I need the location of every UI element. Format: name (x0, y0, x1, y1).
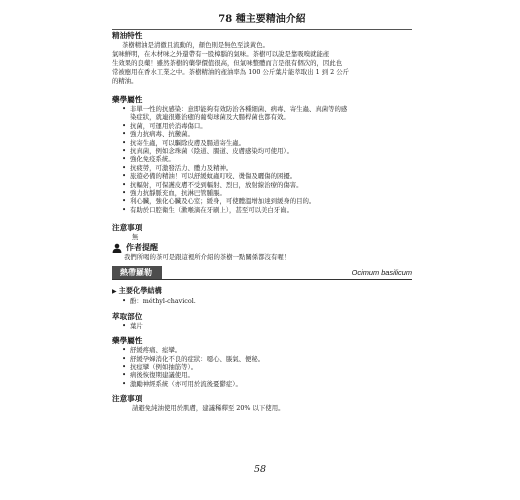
oil-properties-line: 茶樹精油是清徹且流動的，顏色則是無色至淡黃色。 (122, 41, 269, 49)
oil-properties-line: 常被應用在香水工業之中。茶樹精油的產油率為 100 公斤葉片能萃取出 1 到 2 公斤 (112, 68, 350, 76)
page-number: 58 (253, 464, 267, 475)
list-item (122, 172, 412, 180)
oil-properties-line: 的精油。 (112, 77, 138, 85)
list-item-text: • 非單一性的抗感染：意即能夠有效防治各種細菌、病毒、寄生蟲、真菌等的感 (130, 105, 348, 113)
list-item-text: • 強化免疫系統。 (130, 155, 175, 164)
list-item (122, 155, 412, 163)
list-item: • 舒緩疼痛、痙攣。 (122, 346, 412, 354)
list-item (122, 206, 412, 214)
list-item-text: • 抗真菌，例如念珠菌（陰道、腸道、皮膚感染均可使用）。 (130, 147, 293, 156)
oil-properties-line: 氣味鮮明，在木材味之外還帶有一股樟腦的氣味。茶樹可以說是靠吸嗅就能產 (112, 50, 330, 58)
list-item (122, 164, 412, 172)
list-item-text: • 旅遊必備的精油！可以舒緩蚊蟲叮咬、燙傷及曬傷的困擾。 (130, 172, 297, 181)
list-item: • 抗痙攣（例如抽筋等）。 (122, 363, 412, 371)
list-item (122, 105, 412, 122)
caution-text-2: 請避免純油使用於肌膚，建議稀釋至 20% 以下使用。 (132, 404, 285, 413)
list-item-text: • 有助於口腔衛生（漱喉滴在牙刷上），甚至可以美白牙齒。 (130, 205, 293, 214)
author-note-text: 我們所喝的茶可是跟這裡所介紹的茶樹一點關係都沒有喔！ (124, 253, 291, 262)
section-heading-pharma-2: 藥學屬性 (112, 336, 143, 346)
oil-properties-line: 生效果的良藥！雖然茶樹的藥學價值很高，但氣味整體而言是很有個次的，因此也 (112, 59, 343, 67)
pharma-list (112, 105, 412, 214)
list-item (122, 130, 412, 138)
list-item: • 葉片 (122, 322, 412, 330)
triangle-icon: ▶ (112, 288, 117, 296)
list-item: • 酚：méthyl-chavicol. (122, 297, 412, 305)
list-item (122, 181, 412, 189)
section-heading-caution: 注意事項 (112, 223, 143, 233)
page-content (112, 30, 412, 413)
section-heading-caution-2: 注意事項 (112, 394, 143, 404)
list-item (122, 197, 412, 205)
list-item-text: 染症狀，就連很難治癒的葡萄球菌及大腸桿菌也都有效。 (130, 113, 290, 122)
list-item-text: • 抗寄生蟲，可以驅除皮膚及腸道寄生蟲。 (130, 138, 246, 147)
list-item: • 激勵神經系統（亦可用於流後憂鬱症）。 (122, 380, 412, 388)
list-item (122, 122, 412, 130)
list-item (122, 139, 412, 147)
list-item-text: • 強力抗靜脈充血，抗淋巴管腫脹。 (130, 189, 226, 198)
list-item-text: • 強力抗病毒、抗黴菌。 (130, 130, 194, 139)
extraction-list (112, 322, 412, 330)
oil-name: 熱帶羅勒 (112, 266, 162, 279)
section-heading-extraction: 萃取部位 (112, 311, 143, 321)
section-heading-oil-properties: 精油特性 (112, 31, 143, 40)
oil-title-bar (112, 266, 412, 280)
oil-latin-name: Ocimum basilicum (351, 268, 412, 278)
author-note-title: 作者提醒 (126, 243, 158, 253)
list-item-text: • 抗疲勞，可激發活力、體力及精神。 (130, 163, 233, 172)
pharma-list-2 (112, 346, 412, 388)
list-item-text: • 利心臟，強化心臟及心室；緩身，可使體溫增加達到緩身的目的。 (130, 197, 316, 206)
chemistry-heading-label: 主要化學結構 (118, 286, 162, 296)
section-heading-pharma: 藥學屬性 (112, 95, 143, 104)
chemistry-list (112, 297, 412, 305)
author-note-header (112, 242, 412, 253)
page-header-title: 78 種主要精油介紹 (112, 10, 412, 30)
caution-text: 無 (132, 233, 139, 242)
person-icon (112, 243, 122, 253)
list-item: • 病後恢復期建議使用。 (122, 371, 412, 379)
list-item-text: • 抗菌，可運用於消毒傷口。 (130, 121, 207, 130)
section-heading-chemistry (112, 285, 412, 297)
list-item: • 舒緩孕婦消化不良的症狀：噁心、脹氣、便秘。 (122, 355, 412, 363)
list-item-text: • 抗輻射，可保護皮膚不受到輻射、烈日，放射線治療的傷害。 (130, 180, 303, 189)
oil-properties-paragraph (112, 41, 412, 86)
